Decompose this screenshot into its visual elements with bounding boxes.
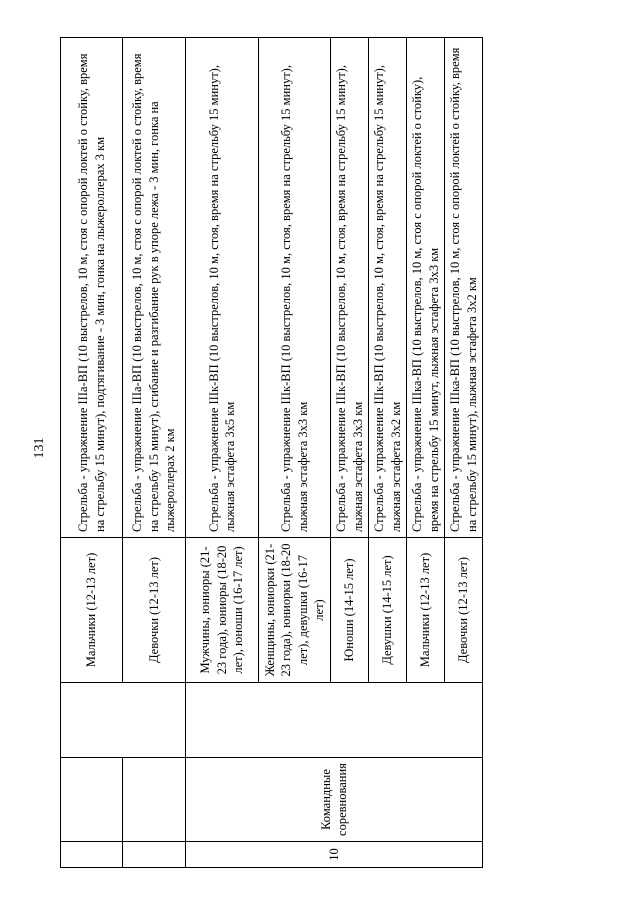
category-cell: Женщины, юниорки (21-23 года), юниорки (18-20 лет), девушки (16-17 лет) xyxy=(259,538,331,683)
category-cell: Девочки (12-13 лет) xyxy=(445,538,483,683)
category-cell: Девушки (14-15 лет) xyxy=(369,538,407,683)
table-row xyxy=(61,38,123,868)
description-cell: Стрельба - упражнение IIIка-ВП (10 выстрелов, 10 м, стоя с опорой локтей о стойку), время на стрельбу 15 минут, лыжная эстафета 3х3 км xyxy=(407,38,445,538)
row-number-cell xyxy=(123,842,186,868)
section-cell xyxy=(123,758,186,842)
description-cell: Стрельба - упражнение IIIа-ВП (10 выстрелов, 10 м, стоя с опорой локтей о стойку, время на стрельбу 15 минут), подтягивание - 3 мин, гонка на лыжероллерах 3 км xyxy=(61,38,123,538)
blank-cell xyxy=(186,683,483,758)
description-cell: Стрельба - упражнение IIIк-ВП (10 выстрелов, 10 м, стоя, время на стрельбу 15 минут), лыжная эстафета 3х2 км xyxy=(369,38,407,538)
competition-name-cell: Командные соревнования xyxy=(186,758,483,842)
row-number-cell: 10 xyxy=(186,842,483,868)
page-number: 131 xyxy=(32,437,47,459)
rotated-page xyxy=(32,38,480,868)
section-cell xyxy=(61,758,123,842)
table-row xyxy=(186,38,259,868)
category-cell: Девочки (12-13 лет) xyxy=(123,538,186,683)
category-cell: Мальчики (12-13 лет) xyxy=(407,538,445,683)
prev-section-cell xyxy=(61,683,186,758)
row-number-cell xyxy=(61,842,123,868)
description-cell: Стрельба - упражнение IIIк-ВП (10 выстрелов, 10 м, стоя, время на стрельбу 15 минут), лыжная эстафета 3х3 км xyxy=(259,38,331,538)
category-cell: Юноши (14-15 лет) xyxy=(331,538,369,683)
description-cell: Стрельба - упражнение IIIк-ВП (10 выстрелов, 10 м, стоя, время на стрельбу 15 минут), лыжная эстафета 3х5 км xyxy=(186,38,259,538)
category-cell: Мальчики (12-13 лет) xyxy=(61,538,123,683)
category-cell: Мужчины, юниоры (21-23 года), юниоры (18-20 лет), юноши (16-17 лет) xyxy=(186,538,259,683)
description-cell: Стрельба - упражнение IIIка-ВП (10 выстрелов, 10 м, стоя с опорой локтей о стойку, время на стрельбу 15 минут), лыжная эстафета 3х2 км xyxy=(445,38,483,538)
description-cell: Стрельба - упражнение IIIк-ВП (10 выстрелов, 10 м, стоя, время на стрельбу 15 минут), лыжная эстафета 3х3 км xyxy=(331,38,369,538)
description-cell: Стрельба - упражнение IIIа-ВП (10 выстрелов, 10 м, стоя с опорой локтей о стойку, время на стрельбу 15 минут), сгибание и разгибание рук в упоре лежа - 3 мин, гонка на лыжероллерах 2 км xyxy=(123,38,186,538)
regulations-table xyxy=(60,37,483,868)
